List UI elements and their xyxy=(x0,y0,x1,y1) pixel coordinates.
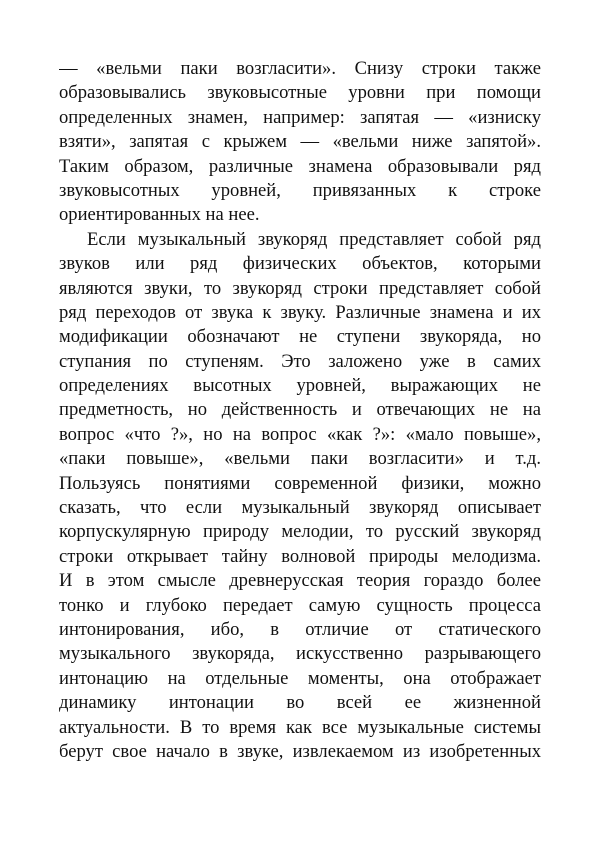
text-line: корпускулярную природу мелодии, то русский звукоряд xyxy=(59,521,541,543)
text-line: динамику интонации во всей ее жизненной xyxy=(59,692,541,714)
text-line: определениях высотных уровней, выражающих не xyxy=(59,375,541,397)
text-line: модификации обозначают не ступени звукоряда, но xyxy=(59,326,541,348)
body-text xyxy=(59,57,541,764)
text-line: ступания по ступеням. Это заложено уже в самих xyxy=(59,350,541,372)
text-line: определенных знамен, например: запятая — «изниску xyxy=(59,106,541,128)
text-line: звуковысотных уровней, привязанных к строке xyxy=(59,179,541,201)
text-line: Таким образом, различные знамена образовывали ряд xyxy=(59,155,541,177)
text-line: строки открывает тайну волновой природы мелодизма. xyxy=(59,545,541,567)
text-line: сказать, что если музыкальный звукоряд описывает xyxy=(59,497,541,519)
text-line: взяти», запятая с крыжем — «вельми ниже запятой». xyxy=(59,131,541,153)
text-line: Если музыкальный звукоряд представляет собой ряд xyxy=(87,228,541,250)
text-line: «паки повыше», «вельми паки возгласити» и т.д. xyxy=(59,448,541,470)
text-line: интонирования, ибо, в отличие от статического xyxy=(59,618,541,640)
text-line: являются звуки, то звукоряд строки представляет собой xyxy=(59,277,541,299)
text-line: Пользуясь понятиями современной физики, можно xyxy=(59,472,541,494)
text-line: — «вельми паки возгласити». Снизу строки также xyxy=(59,58,541,79)
text-line: образовывались звуковысотные уровни при помощи xyxy=(59,82,541,104)
text-line: тонко и глубоко передает самую сущность процесса xyxy=(59,594,541,616)
text-line: ряд переходов от звука к звуку. Различные знамена и их xyxy=(59,301,541,323)
text-line: берут свое начало в звуке, извлекаемом из изобретенных xyxy=(59,740,541,762)
text-line: ориентированных на нее. xyxy=(59,204,260,226)
text-line: музыкального звукоряда, искусственно разрывающего xyxy=(59,643,541,665)
text-line: И в этом смысле древнерусская теория гораздо более xyxy=(59,570,541,592)
text-line: звуков или ряд физических объектов, которыми xyxy=(59,253,541,275)
text-line: предметность, но действенность и отвечающих не на xyxy=(59,399,541,421)
text-line: актуальности. В то время как все музыкальные системы xyxy=(59,716,541,738)
text-line: вопрос «что ?», но на вопрос «как ?»: «мало повыше», xyxy=(59,423,541,445)
text-line: интонацию на отдельные моменты, она отображает xyxy=(59,667,541,689)
